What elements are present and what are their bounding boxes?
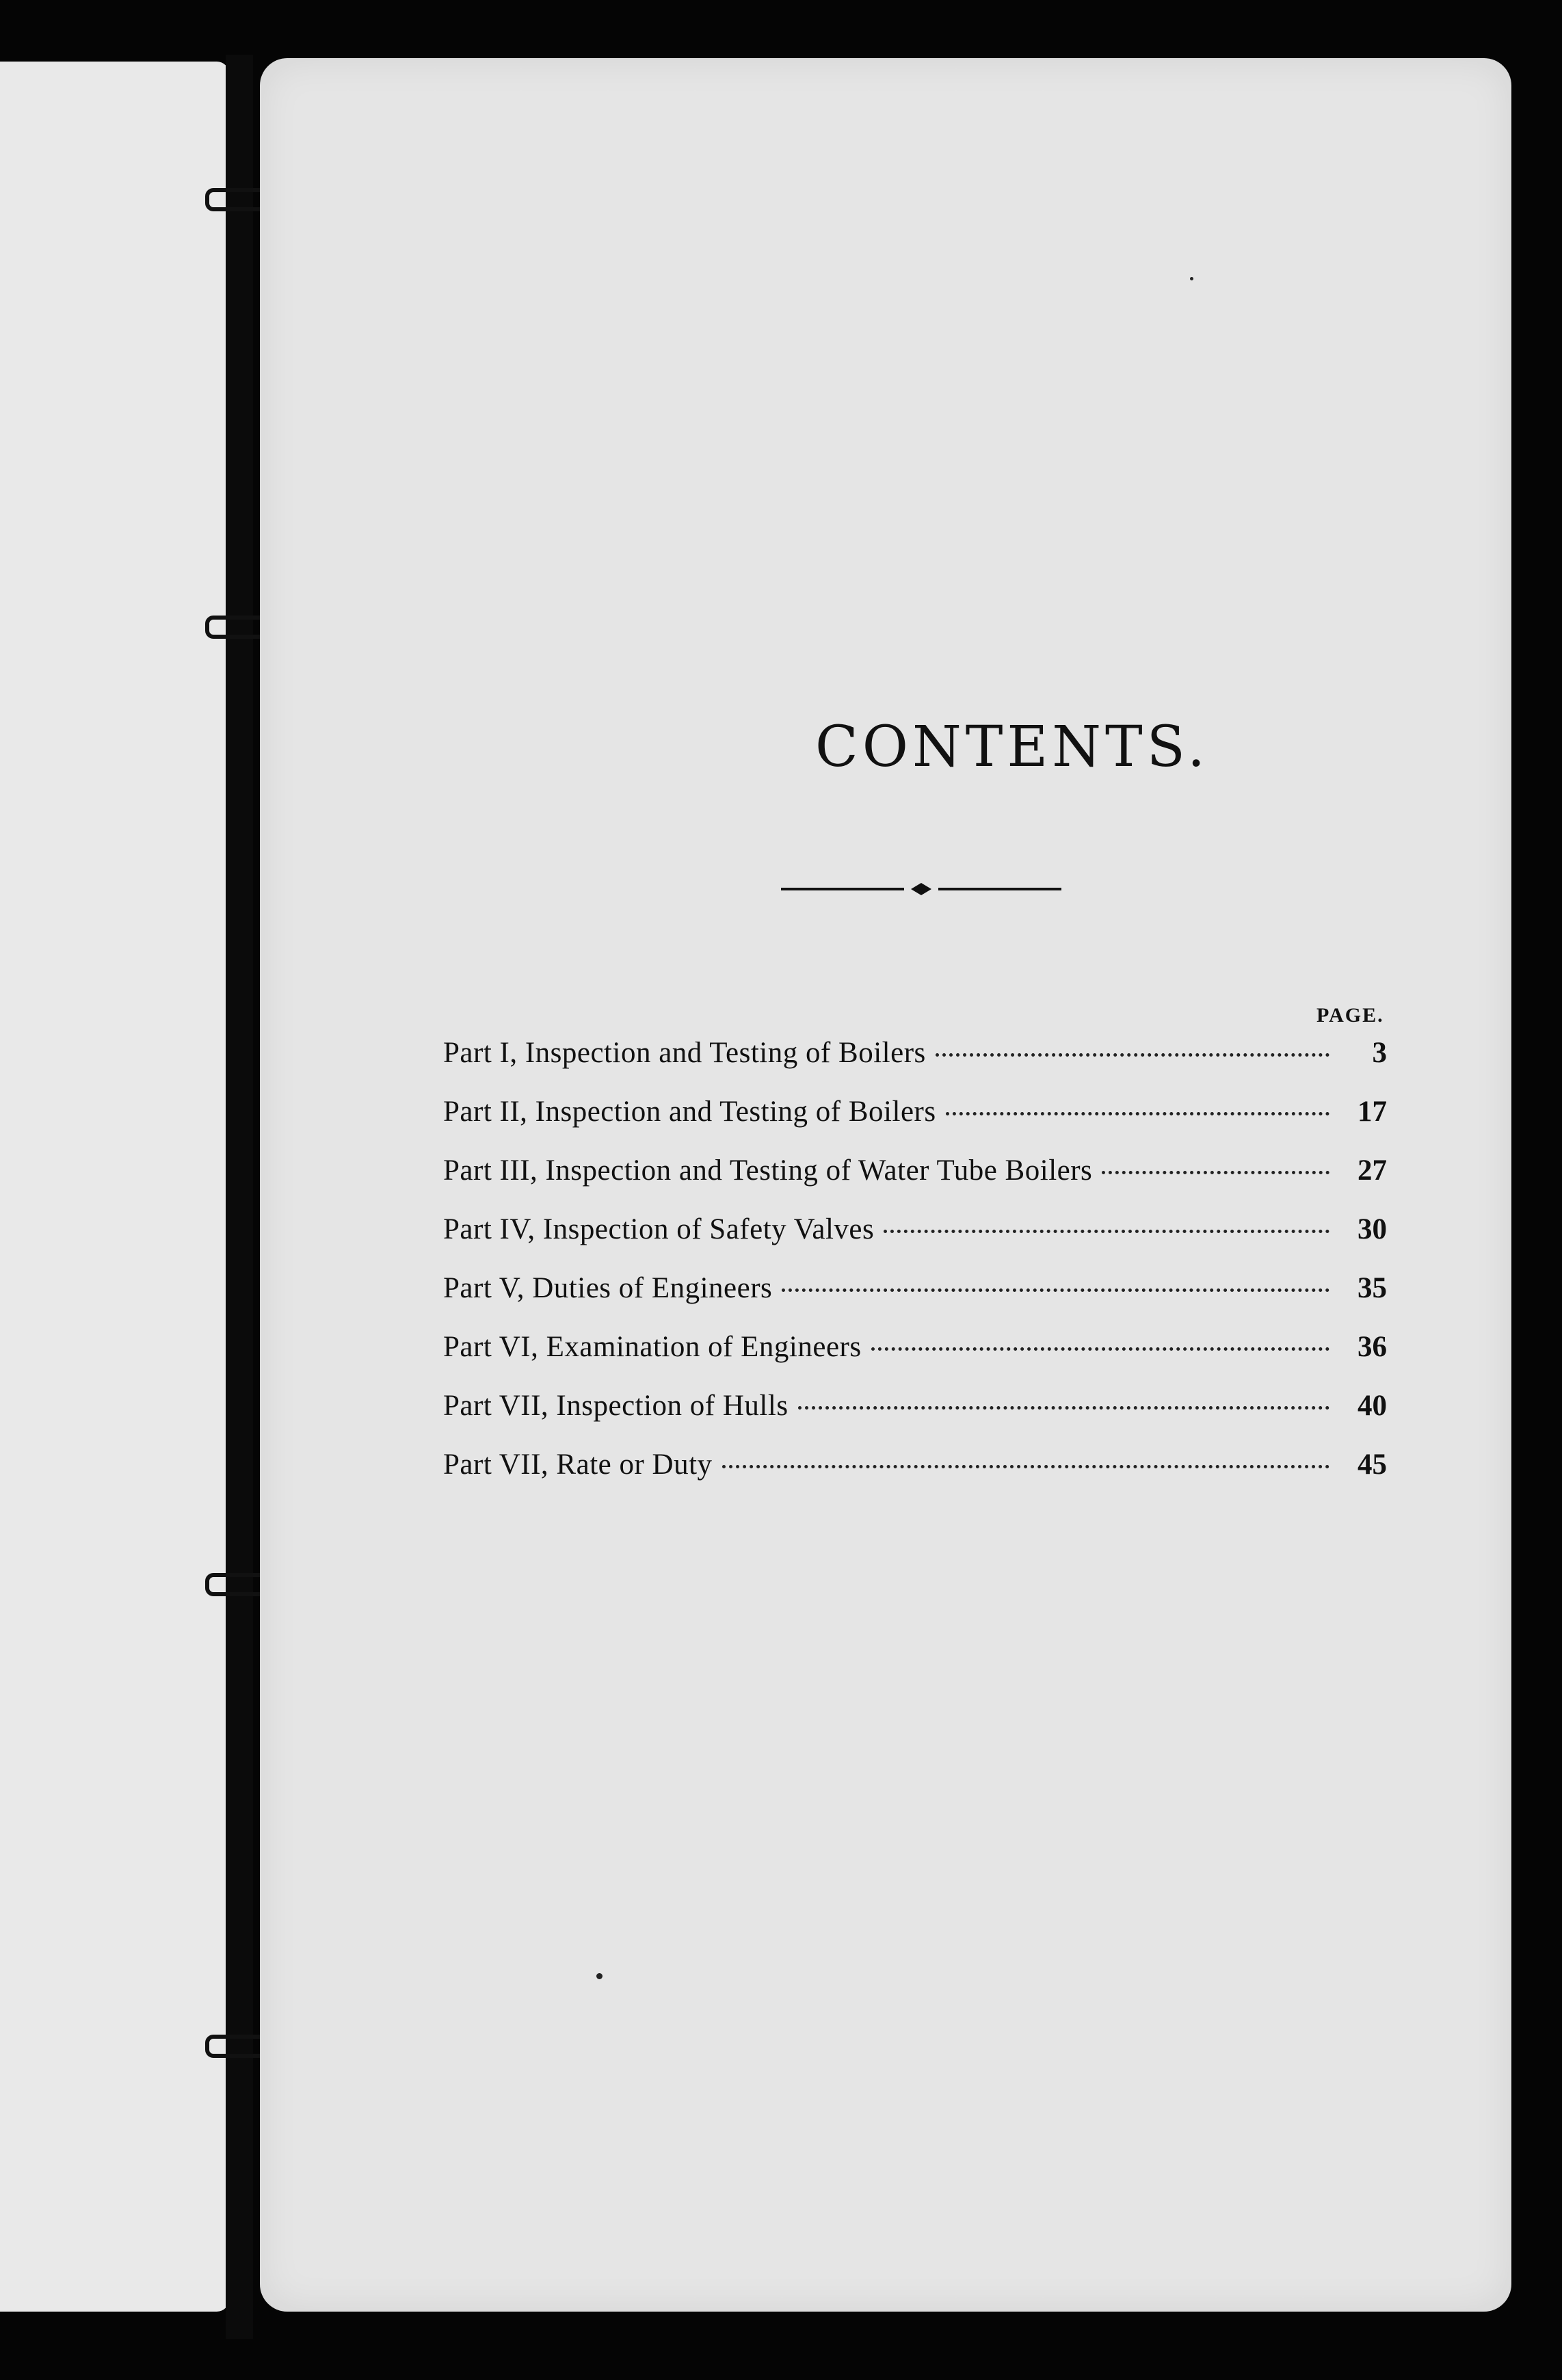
toc-entry-page: 45	[1358, 1449, 1387, 1481]
toc-entry	[443, 1389, 1387, 1448]
dot-leader	[946, 1112, 1329, 1115]
toc-entry	[443, 1213, 1387, 1271]
toc-entry-label: Part VII, Rate or Duty	[443, 1449, 713, 1481]
dot-leader	[722, 1465, 1329, 1468]
facing-page	[0, 62, 229, 2312]
toc-entry-label: Part I, Inspection and Testing of Boilers	[443, 1037, 926, 1069]
toc-entry	[443, 1330, 1387, 1389]
dot-leader	[798, 1406, 1329, 1410]
toc-entry-label: Part II, Inspection and Testing of Boilers	[443, 1096, 936, 1128]
page-title: CONTENTS.	[815, 715, 1210, 780]
toc-entry	[443, 1095, 1387, 1154]
toc-entry-page: 27	[1358, 1154, 1387, 1187]
toc-entry-page: 17	[1358, 1096, 1387, 1128]
dot-leader	[1102, 1171, 1329, 1174]
page-column-header: PAGE.	[1316, 1004, 1384, 1027]
paper-speck	[1190, 277, 1193, 280]
paper-speck	[596, 1973, 603, 1979]
toc-entry-page: 36	[1358, 1331, 1387, 1363]
toc-entry-page: 3	[1372, 1037, 1387, 1069]
toc-entry-label: Part III, Inspection and Testing of Water Tube Boilers	[443, 1154, 1093, 1187]
toc-entry	[443, 1448, 1387, 1507]
toc-entry	[443, 1271, 1387, 1330]
contents-page	[260, 58, 1511, 2312]
toc-entry-label: Part IV, Inspection of Safety Valves	[443, 1213, 875, 1245]
toc-entry-label: Part V, Duties of Engineers	[443, 1272, 773, 1304]
toc-entry-page: 40	[1358, 1390, 1387, 1422]
dot-leader	[871, 1347, 1329, 1351]
dot-leader	[936, 1053, 1329, 1057]
toc-entry	[443, 1036, 1387, 1095]
toc-entry-page: 35	[1358, 1272, 1387, 1304]
dot-leader	[884, 1230, 1329, 1233]
table-of-contents	[443, 1036, 1387, 1507]
toc-entry-label: Part VI, Examination of Engineers	[443, 1331, 862, 1363]
title-rule-ornament	[781, 879, 1061, 899]
toc-entry-page: 30	[1358, 1213, 1387, 1245]
toc-entry-label: Part VII, Inspection of Hulls	[443, 1390, 789, 1422]
binding-spine	[226, 55, 253, 2339]
dot-leader	[782, 1288, 1329, 1292]
toc-entry	[443, 1154, 1387, 1213]
